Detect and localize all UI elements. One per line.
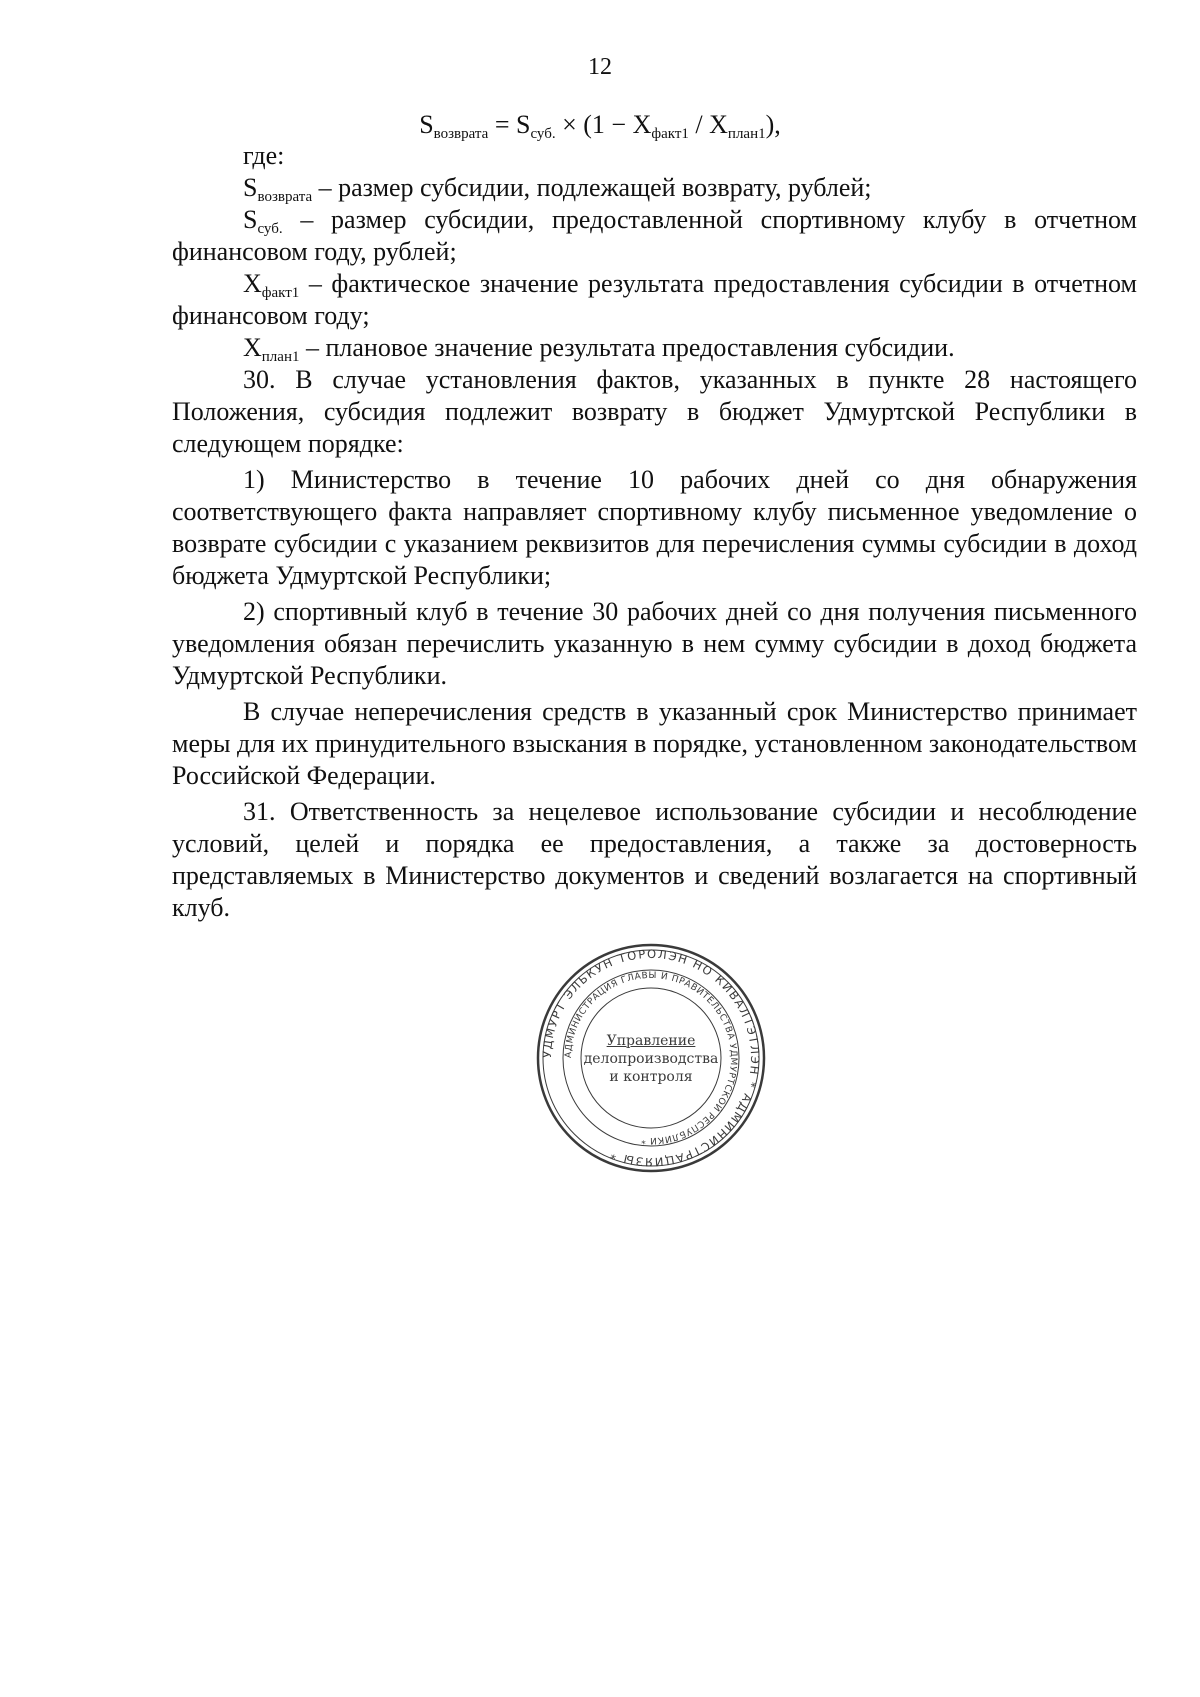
def-text: – плановое значение результата предоставления субсидии. [299, 333, 955, 362]
paragraph-30: 30. В случае установления фактов, указанных в пункте 28 настоящего Положения, субсидия подлежит возврату в бюджет Удмуртской Республики в следующем порядке: [172, 365, 1137, 458]
official-seal [535, 942, 767, 1174]
formula-s-sub: S [515, 110, 531, 139]
paragraph-30-item-2: 2) спортивный клуб в течение 30 рабочих дней со дня получения письменного уведомления обязан перечислить указанную в нем сумму субсидии в доход бюджета Удмуртской Республики. [172, 597, 1137, 690]
def-symbol: S [243, 173, 258, 202]
def-subscript: суб. [257, 221, 283, 237]
formula-s-return-sub: возврата [433, 126, 489, 142]
formula-equals: = [488, 110, 516, 139]
document-body [172, 140, 1137, 924]
def-subscript: план1 [261, 349, 300, 365]
def-text: – размер субсидии, подлежащей возврату, рублей; [312, 173, 872, 202]
definition-x-fact [172, 268, 1137, 332]
formula-x-plan: X [709, 110, 728, 139]
paragraph-31: 31. Ответственность за нецелевое использование субсидии и несоблюдение условий, целей и порядка ее предоставления, а также за достоверность представляемых в Министерство документов и сведений возлагается на спортивный клуб. [172, 797, 1137, 922]
def-text: – размер субсидии, предоставленной спортивному клубу в отчетном финансовом году, рублей; [172, 205, 1137, 266]
paragraph-30-item-1: 1) Министерство в течение 10 рабочих дней со дня обнаружения соответствующего факта направляет спортивному клубу письменное уведомление о возврате субсидии с указанием реквизитов для перечисления суммы субсидии в доход бюджета Удмуртской Республики; [172, 465, 1137, 590]
formula-s-return: S [419, 110, 434, 139]
def-symbol: S [243, 205, 258, 234]
seal-outer-ring-text: УДМУРТ ЭЛЬКУН ТОРОЛЭН НО КИВАЛТЭТЛЭН * АДМИНИСТРАЦИЯЗЫ * [539, 946, 763, 1170]
formula-close: ), [765, 110, 781, 139]
seal-center-line-3: и контроля [609, 1069, 693, 1085]
def-text: – фактическое значение результата предоставления субсидии в отчетном финансовом году; [172, 269, 1137, 330]
seal-center-line-2: делопроизводства [583, 1051, 719, 1067]
formula-x-fact: X [632, 110, 652, 139]
formula-s-sub-sub: суб. [530, 126, 556, 142]
seal-center-line-1: Управление [606, 1033, 696, 1049]
formula-slash: / [688, 110, 710, 139]
definition-s-sub [172, 204, 1137, 268]
formula-times: × (1 − [555, 110, 633, 139]
definition-x-plan [172, 332, 1137, 364]
return-formula [0, 108, 1200, 142]
where-label: где: [243, 141, 285, 170]
definition-s-return [172, 172, 1137, 204]
page-number: 12 [588, 54, 612, 80]
def-subscript: факт1 [261, 285, 300, 301]
formula-x-plan-sub: план1 [727, 126, 766, 142]
def-symbol: X [243, 333, 262, 362]
def-symbol: X [243, 269, 262, 298]
def-subscript: возврата [257, 189, 313, 205]
formula-x-fact-sub: факт1 [651, 126, 689, 142]
paragraph-non-transfer: В случае неперечисления средств в указанный срок Министерство принимает меры для их принудительного взыскания в порядке, установленном законодательством Российской Федерации. [172, 697, 1137, 790]
seal-inner-ring-text: АДМИНИСТРАЦИЯ ГЛАВЫ И ПРАВИТЕЛЬСТВА УДМУРТСКОЙ РЕСПУБЛИКИ * [563, 970, 739, 1146]
